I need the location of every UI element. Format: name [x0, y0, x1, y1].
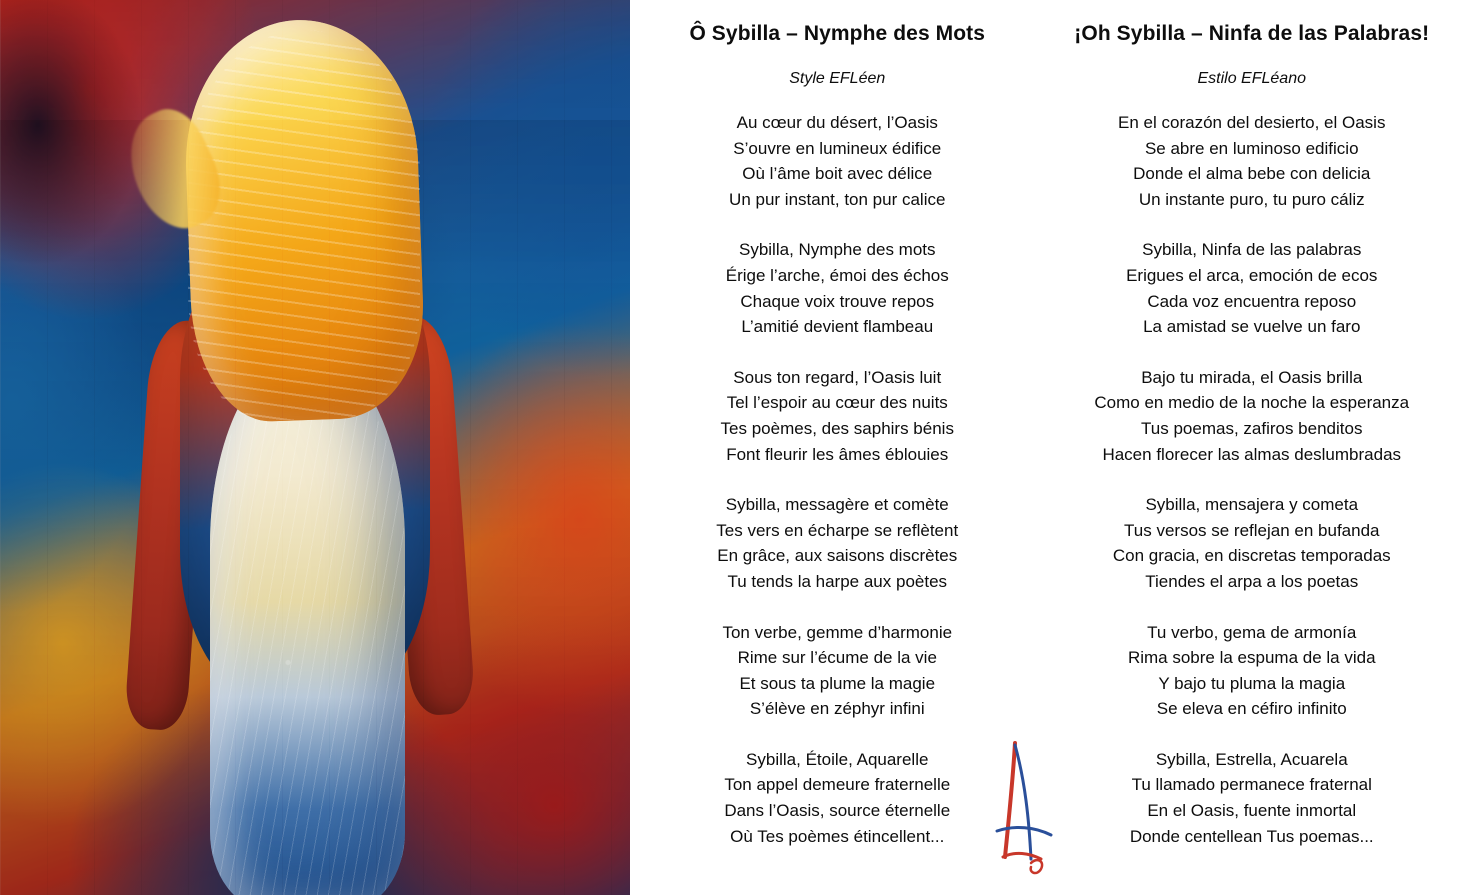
stanza [647, 110, 1027, 212]
stanza [647, 237, 1027, 339]
poem-line: Rime sur l’écume de la vie [737, 648, 937, 668]
poem-line: Se abre en luminoso edificio [1144, 138, 1359, 158]
poem-panel [630, 0, 1459, 895]
poem-line: Como en medio de la noche la esperanza [1094, 393, 1410, 413]
poem-line: Cada voz encuentra reposo [1147, 291, 1357, 311]
poem-line: Tel l’espoir au cœur des nuits [726, 393, 948, 413]
poem-line: La amistad se vuelve un faro [1143, 317, 1361, 337]
poem-line: Con gracia, en discretas temporadas [1112, 546, 1391, 566]
stanza [1062, 620, 1442, 722]
poem-line: Font fleurir les âmes éblouies [726, 444, 949, 464]
stanza [647, 620, 1027, 722]
artist-signature-mark [985, 739, 1065, 879]
poem-column-spanish [1062, 22, 1442, 895]
poem-line: S’ouvre en lumineux édifice [733, 138, 942, 158]
poem-line: Sous ton regard, l’Oasis luit [733, 367, 942, 387]
poem-line: Tu tends la harpe aux poètes [727, 571, 948, 591]
poem-line: L’amitié devient flambeau [741, 317, 934, 337]
poem-line: En grâce, aux saisons discrètes [717, 546, 958, 566]
poem-style-french: Style EFLéen [789, 70, 886, 87]
poem-line: Érige l’arche, émoi des échos [725, 265, 949, 285]
poem-line: Tes poèmes, des saphirs bénis [720, 418, 954, 438]
stanza [1062, 237, 1442, 339]
poem-line: Sybilla, messagère et comète [725, 495, 949, 515]
poem-line: Sybilla, Estrella, Acuarela [1155, 749, 1348, 769]
artwork-panel [0, 0, 630, 895]
poem-line: Ton appel demeure fraternelle [724, 775, 951, 795]
poem-line: En el Oasis, fuente inmortal [1147, 801, 1357, 821]
poem-line: Bajo tu mirada, el Oasis brilla [1141, 367, 1363, 387]
stanza [1062, 747, 1442, 849]
poem-line: Tes vers en écharpe se reflètent [716, 520, 959, 540]
poem-line: Y bajo tu pluma la magia [1158, 673, 1346, 693]
stanza [647, 492, 1027, 594]
poem-line: Sybilla, Étoile, Aquarelle [746, 749, 929, 769]
poem-line: Hacen florecer las almas deslumbradas [1102, 444, 1402, 464]
poem-line: Ton verbe, gemme d’harmonie [722, 622, 953, 642]
poem-line: Tus poemas, zafiros benditos [1141, 418, 1363, 438]
poem-line: Dans l’Oasis, source éternelle [724, 801, 951, 821]
stanza [647, 747, 1027, 849]
poem-style-spanish: Estilo EFLéano [1197, 70, 1306, 87]
poem-line: Donde centellean Tus poemas... [1129, 826, 1374, 846]
poem-line: Tu llamado permanece fraternal [1131, 775, 1372, 795]
poem-line: Tiendes el arpa a los poetas [1145, 571, 1359, 591]
poem-line: Au cœur du désert, l’Oasis [736, 113, 938, 132]
poem-line: Et sous ta plume la magie [739, 673, 936, 693]
poem-line: Chaque voix trouve repos [740, 291, 935, 311]
poem-line: Sybilla, mensajera y cometa [1145, 495, 1359, 515]
painting-overlay-texture [0, 0, 630, 895]
stanza [1062, 365, 1442, 467]
stanza [1062, 492, 1442, 594]
poem-line: S’élève en zéphyr infini [749, 699, 925, 719]
poem-line: Un instante puro, tu puro cáliz [1138, 189, 1365, 209]
poem-line: En el corazón del desierto, el Oasis [1118, 113, 1386, 132]
poem-line: Erigues el arca, emoción de ecos [1126, 265, 1378, 285]
stanza [647, 365, 1027, 467]
poem-line: Sybilla, Nymphe des mots [738, 240, 936, 260]
poem-column-french [647, 22, 1027, 895]
poem-title-spanish: ¡Oh Sybilla – Ninfa de las Palabras! [1074, 22, 1430, 45]
poem-line: Donde el alma bebe con delicia [1133, 164, 1371, 184]
poem-line: Sybilla, Ninfa de las palabras [1142, 240, 1362, 260]
poem-line: Tus versos se reflejan en bufanda [1124, 520, 1380, 540]
poem-line: Un pur instant, ton pur calice [729, 189, 946, 209]
poem-line: Rima sobre la espuma de la vida [1127, 648, 1376, 668]
poem-line: Où l’âme boit avec délice [742, 164, 933, 184]
poem-title-french: Ô Sybilla – Nymphe des Mots [689, 22, 986, 45]
poem-line: Se eleva en céfiro infinito [1156, 699, 1347, 719]
poem-line: Tu verbo, gema de armonía [1147, 622, 1357, 642]
stanza [1062, 110, 1442, 212]
poem-line: Où Tes poèmes étincellent... [730, 826, 945, 846]
